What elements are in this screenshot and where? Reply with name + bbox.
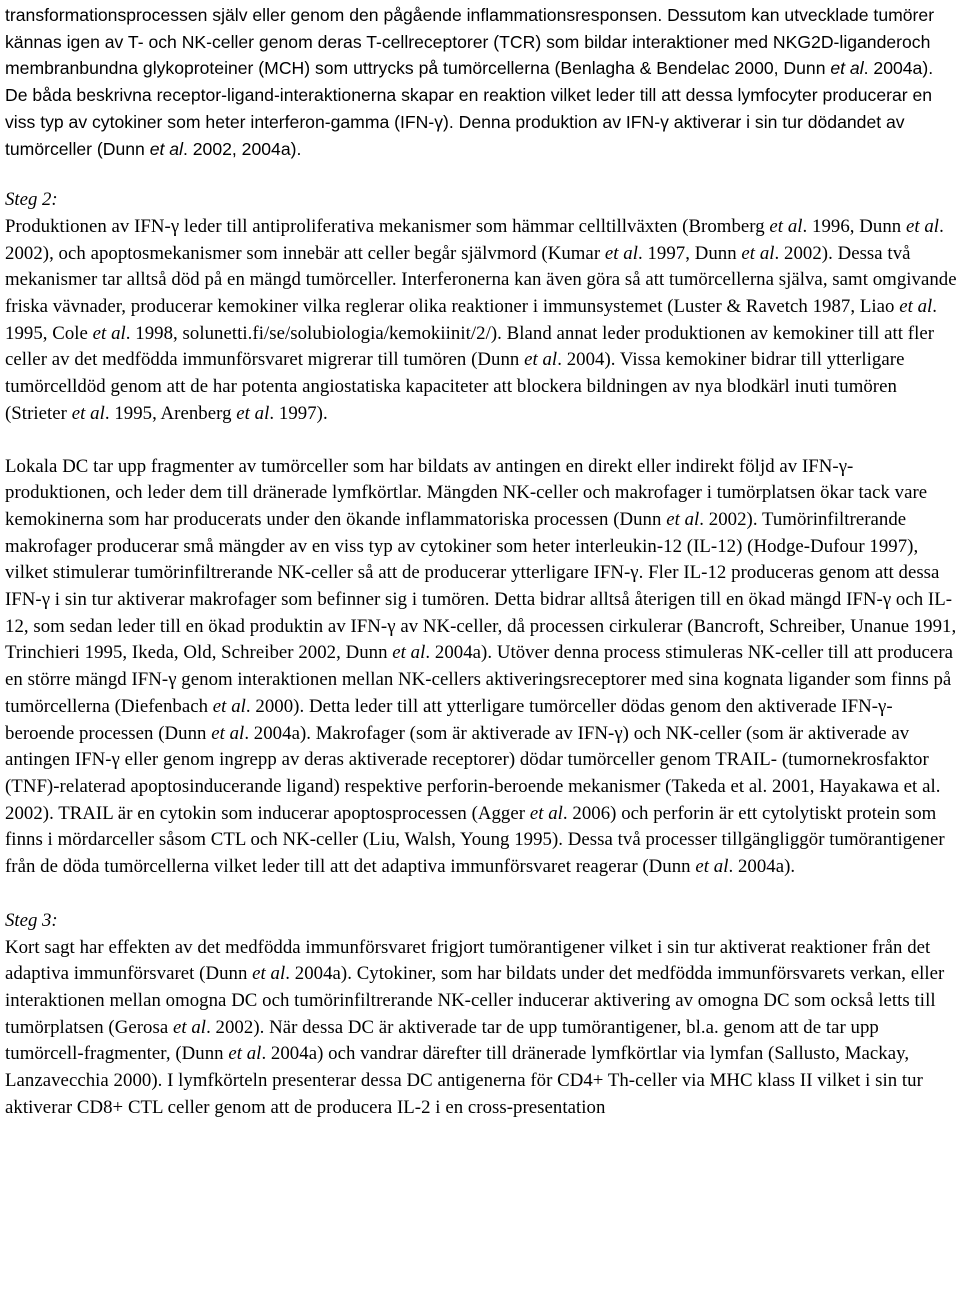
paragraph-steg-3 [5, 935, 957, 1122]
document-page [5, 2, 957, 1121]
italic-citation-text: et al [695, 856, 729, 878]
text-segment: . 1998, solunetti.fi/se/solubiologia/kemokiinit/2/). Bland annat leder produktionen av kemokiner till att fler celler av det medfödda immunförsvaret migrerar till tumören (Dunn [5, 322, 935, 371]
text-segment: . 2004). Vissa kemokiner bidrar till ytterligare tumörcelldöd genom att de har potenta angiostatiska kapaciteter att blockera bildningen av nya blodkärl inuti tumören (Strieter [5, 349, 905, 424]
text-segment: . 2006) och perforin är ett cytolytiskt protein som finns i mördarceller såsom CTL och NK-celler (Liu, Walsh, Young 1995). Dessa två processer tillgängliggör tumörantigener från de döda tumörcellerna vilket leder till att det adaptiva immunförsvaret reagerar (Dunn [5, 802, 945, 878]
italic-citation-text: et al [524, 349, 558, 371]
text-segment: Kort sagt har effekten av det medfödda immunförsvaret frigjort tumörantigener vilket i sin tur aktiverat reaktioner från det adaptiva immunförsvaret (Dunn [5, 936, 931, 985]
text-segment: . 1997, Dunn [637, 242, 742, 264]
italic-citation-text: et al [741, 242, 775, 264]
italic-citation-text: et al [769, 215, 803, 237]
italic-citation-text: et al [149, 138, 183, 159]
text-segment: Steg 2: [5, 189, 58, 211]
italic-citation-text: et al [666, 508, 700, 530]
italic-citation-text: et al [236, 402, 270, 424]
paragraph-spacer [5, 162, 957, 187]
text-segment: . 2002). När dessa DC är aktiverade tar de upp tumörantigener, bl.a. genom att de tar upp tumörcell-fragmenter, (Dunn [5, 1016, 879, 1065]
text-segment: . 1995, Arenberg [104, 402, 237, 424]
paragraph-spacer [5, 428, 957, 454]
text-segment: Steg 3: [5, 909, 58, 931]
text-segment: . 2004a) och vandrar därefter till dränerade lymfkörtlar via lymfan (Sallusto, Mackay, Lanzavecchia 2000). I lymfkörteln presenterar dessa DC antigenerna för CD4+ Th-celler via MHC klass II vilket i sin tur aktiverar CD8+ CTL celler genom att de producera IL-2 i en cross-presentation [5, 1043, 923, 1118]
paragraph-lokala-dc [5, 454, 957, 881]
italic-citation-text: et al [905, 215, 940, 237]
text-segment: . 2004a). De båda beskrivna receptor-ligand-interaktionerna skapar en reaktion vilket leder till att dessa lymfocyter producerar en viss typ av cytokiner som heter interferon-gamma (IFN-γ). Denna produktion av IFN-γ aktiverar i sin tur dödandet av tumörceller (Dunn [5, 58, 934, 159]
text-segment: . 2002). Dessa två mekanismer tar alltså död på en mängd tumörceller. Interferonerna kan även göra så att tumörcellerna själva, samt omgivande friska vävnader, producerar kemokiner vilka reglerar olika reaktioner i immunsystemet (Luster & Ravetch 1987, Liao [5, 242, 957, 318]
italic-citation-text: et al [392, 642, 426, 664]
italic-citation-text: et al [228, 1043, 262, 1065]
text-segment: . 2004a). Cytokiner, som har bildats under det medfödda immunförsvarets verkan, eller interaktionen mellan omogna DC och tumörinfiltrerande NK-celler inducerar aktivering av omogna DC som också letts till tumörplatsen (Gerosa [5, 963, 945, 1038]
text-segment: Produktionen av IFN-γ leder till antiproliferativa mekanismer som hämmar celltillväxten (Bromberg [5, 215, 770, 237]
heading-steg-2 [5, 187, 957, 214]
text-segment: . 2004a). [728, 856, 796, 878]
text-segment: . 2002, 2004a). [182, 138, 302, 159]
italic-citation-text: et al [211, 722, 245, 744]
text-segment: . 2004a). Utöver denna process stimuleras NK-celler till att producera en större mängd IFN-γ genom interaktionen mellan NK-cellers aktiveringsreceptorer med sina kognata ligander som finns på tumörcellerna (Diefenbach [5, 642, 954, 717]
italic-citation-text: et al [212, 695, 246, 717]
text-segment: Lokala DC tar upp fragmenter av tumörceller som har bildats av antingen en direkt eller indirekt följd av IFN-γ-produktionen, och leder dem till dränerade lymfkörtlar. Mängden NK-celler och makrofager i tumörplatsen ökar tack vare kemokinerna som har producerats under den ökande inflammatoriska processen (Dunn [5, 455, 928, 530]
text-segment: . 2004a). Makrofager (som är aktiverade av IFN-γ) och NK-celler (som är aktiverade av antingen IFN-γ eller genom ingrepp av deras aktiverade receptorer) dödar tumörceller genom TRAIL- (tumornekrosfaktor (TNF)-relaterad apoptosinducerande ligand) respektive perforin-beroende mekanismer (Takeda et al. 2001, Hayakawa et al. 2002). TRAIL är en cytokin som inducerar apoptosprocessen (Agger [5, 722, 941, 824]
text-segment: . 1997). [269, 402, 328, 424]
text-segment: . 1996, Dunn [802, 215, 906, 237]
italic-citation-text: et al [92, 322, 126, 344]
italic-citation-text: et al [252, 963, 286, 985]
heading-steg-3 [5, 908, 957, 935]
paragraph-steg-2 [5, 214, 957, 428]
italic-citation-text: et al [71, 402, 105, 424]
italic-citation-text: et al [604, 242, 638, 264]
text-segment: . 2002), och apoptosmekanismer som innebär att celler begår självmord (Kumar [5, 215, 944, 264]
paragraph-spacer [5, 881, 957, 908]
italic-citation-text: et al [172, 1016, 207, 1038]
italic-citation-text: et al [529, 802, 563, 824]
text-segment: . 1995, Cole [5, 296, 938, 344]
text-segment: . 2000). Detta leder till att ytterligare tumörceller dödas genom den aktiverade IFN-γ-beroende processen (Dunn [5, 695, 893, 744]
italic-citation-text: et al [830, 58, 864, 79]
text-segment: transformationsprocessen själv eller genom den pågående inflammationsresponsen. Dessutom kan utvecklade tumörer kännas igen av T- och NK-celler genom deras T-cellreceptorer (TCR) som bildar interaktioner med NKG2D-liganderoch membranbundna glykoproteiner (MCH) som uttrycks på tumörcellerna (Benlagha & Bendelac 2000, Dunn [5, 5, 935, 79]
italic-citation-text: et al [899, 296, 933, 318]
paragraph-intro-continuation [5, 2, 957, 162]
text-segment: . 2002). Tumörinfiltrerande makrofager producerar små mängder av en viss typ av cytokiner som heter interleukin-12 (IL-12) (Hodge-Dufour 1997), vilket stimulerar tumörinfiltrerande NK-celler så att de producerar ytterligare IFN-γ. Fler IL-12 produceras genom att dessa IFN-γ i sin tur aktiverar makrofager som befinner sig i tumören. Detta bidrar alltså återigen till en ökad mängd IFN-γ och IL-12, som sedan leder till en ökad produktin av IFN-γ av NK-celler, då processen cirkulerar (Bancroft, Schreiber, Unanue 1991, Trinchieri 1995, Ikeda, Old, Schreiber 2002, Dunn [5, 508, 957, 664]
